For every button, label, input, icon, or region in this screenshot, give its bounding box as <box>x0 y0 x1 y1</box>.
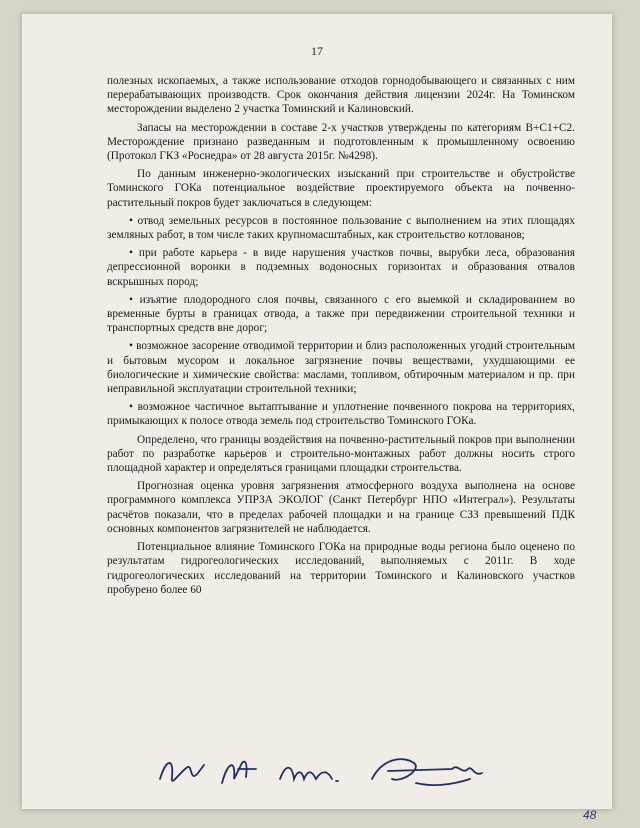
signature-1 <box>160 763 204 781</box>
paragraph-reserves: Запасы на месторождении в составе 2-х участков утверждены по категориям B+C1+C2. Месторождение признано разведанным и подготовленным к промышленному освоению (Протокол ГКЗ «Роснедра» от 28 августа 2015г. №4298). <box>107 121 575 163</box>
paragraph-water-impact: Потенциальное влияние Томинского ГОКа на природные воды региона было оценено по результатам гидрогеологических исследований, выполняемых с 2011г. В ходе гидрогеологических исследований на территории Томинского и Калиновского участков пробурено более 60 <box>107 541 575 596</box>
signature-4 <box>372 759 482 785</box>
handwritten-signatures <box>152 749 492 799</box>
signature-2 <box>222 762 256 783</box>
paragraph-deposits-intro: полезных ископаемых, а также использование отходов горнодобывающего и связанных с ним перерабатывающих производств. Срок окончания действия лицензии 2024г. На Томинском месторождении выделено 2 участка Томинский и Калиновский. <box>107 75 575 116</box>
paragraph-impact-intro: По данным инженерно-экологических изысканий при строительстве и обустройстве Томинского ГОКа потенциальное воздействие проектируемого объекта на почвенно-растительный покров будет заключаться в следующем: <box>107 168 575 209</box>
list-item-trampling: • возможное частичное вытаптывание и уплотнение почвенного покрова на территориях, примыкающих к полосе отвода земель под строительство Томинского ГОКа. <box>107 401 575 428</box>
page-number: 17 <box>311 44 323 58</box>
list-item-land-allocation: • отвод земельных ресурсов в постоянное пользование с выполнением на этих площадях земляных работ, в том числе таких крупномасштабных, как строительство котлованов; <box>107 214 575 242</box>
list-item-contamination: • возможное засорение отводимой территории и близ расположенных угодий строительным и бытовым мусором и локальное загрязнение почвы веществами, ухудшающими ее биологические и химические свойства: маслами, топливом, обтирочным материалом и пр. при неправильной эксплуатации строительной техники; <box>107 340 575 396</box>
list-item-quarry-work: • при работе карьера - в виде нарушения участков почвы, вырубки леса, образования депрессионной воронки в подземных водоносных горизонтах и образования отвалов вскрышных пород; <box>107 247 575 288</box>
document-body <box>107 74 575 601</box>
handwritten-page-mark: 48 <box>583 808 597 822</box>
paragraph-impact-boundaries: Определено, что границы воздействия на почвенно-растительный покров при выполнении работ по разработке карьеров и строительно-монтажных работ должны носить строго площадной характер и определяться границами площадки строительства. <box>107 433 575 475</box>
paragraph-air-pollution: Прогнозная оценка уровня загрязнения атмосферного воздуха выполнена на основе программного комплекса УПРЗА ЭКОЛОГ (Санкт Петербург НПО «Интеграл»). Результаты расчётов показали, что в пределах рабочей площадки и на границе СЗЗ превышений ПДК основных компонентов загрязнителей не наблюдается. <box>107 480 575 535</box>
list-item-topsoil-removal: • изъятие плодородного слоя почвы, связанного с его выемкой и складированием во временные бурты в границах отвода, а также при передвижении строительной техники и транспортных средств вне дорог; <box>107 293 575 335</box>
signature-3 <box>280 768 338 781</box>
document-page <box>22 14 612 809</box>
